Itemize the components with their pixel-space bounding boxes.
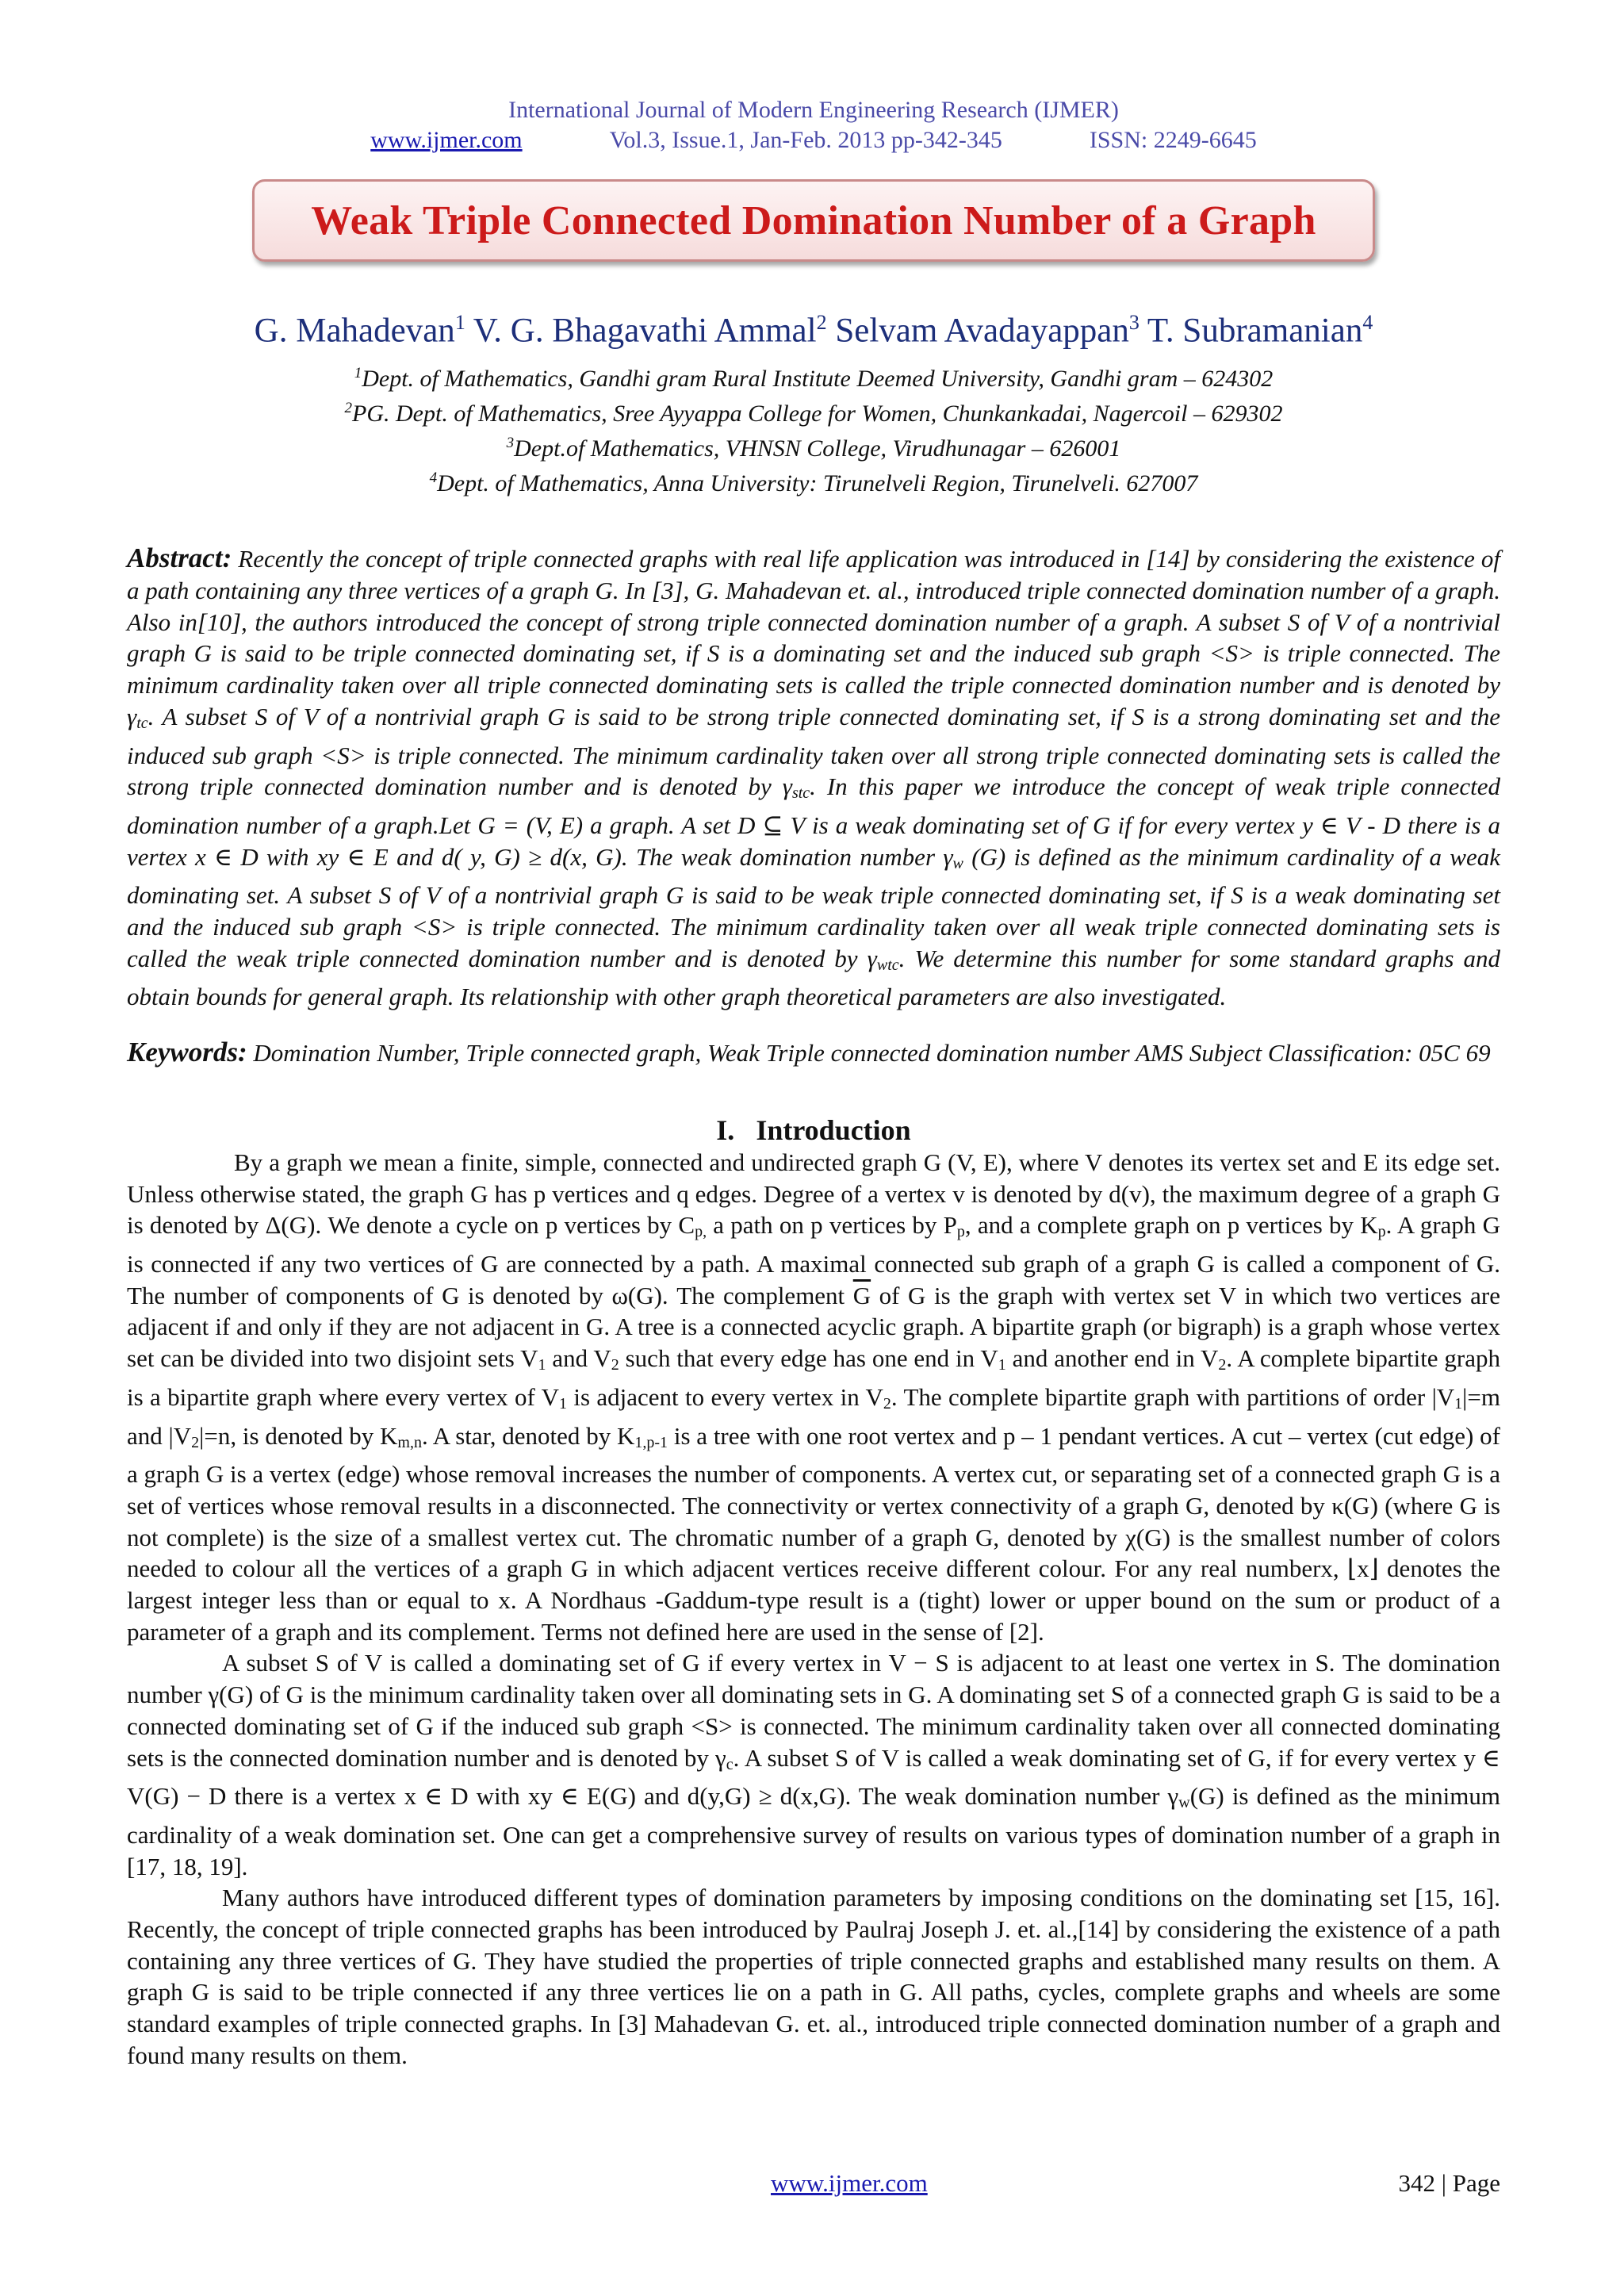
text-run: and another end in V [1005,1344,1219,1373]
keywords-label: Keywords: [127,1037,247,1068]
subscript: w [1178,1794,1190,1812]
affiliation [127,393,1500,428]
author-name: G. Mahadevan [254,312,455,350]
text-run: . A complete bipartite graph is a bipartite graph where every vertex of V [127,1344,1500,1411]
journal-url-link[interactable]: www.ijmer.com [370,127,523,153]
subscript: 2 [1218,1356,1227,1374]
text-run: a path on p vertices by P [707,1211,957,1240]
text-run: , and a complete graph on p vertices by K [964,1211,1378,1240]
text-run: . A subset S of V is called a weak dominating set of G, if for every vertex y ∈ V(G) − D there is a vertex x ∈ D with xy ∈ E(G) and d(y,G) ≥ d(x,G). The weak domination number γ [127,1743,1500,1811]
journal-volume: Vol.3, Issue.1, Jan-Feb. 2013 pp-342-345 [609,127,1002,153]
text-run: . The complete bipartite graph with partitions of order |V [891,1382,1455,1411]
affiliation-text: Dept.of Mathematics, VHNSN College, Virudhunagar – 626001 [514,435,1121,462]
text-run: is adjacent to every vertex in V [566,1382,883,1411]
subscript: p, [695,1223,707,1241]
paper-title: Weak Triple Connected Domination Number of a Graph [311,197,1316,243]
subscript: wtc [876,956,899,974]
abstract-text: Recently the concept of triple connected graphs with real life application was introduced in [14] by considering the existence of a path containing any three vertices of a graph G. In [3], G. Mahadevan et. al., introduced triple connected domination number of a graph. Also in[10], the authors introduced the concept of strong triple connected domination number of a graph. A subset S of V of a nontrivial graph G is said to be triple connected dominating set, if S is a dominating set and the induced sub graph <S> is triple connected. The minimum cardinality taken over all triple connected dominating sets is called the triple connected domination number and is denoted by γ [127,545,1500,730]
title-box [252,179,1375,262]
page-number: 342 | Page [1398,2169,1500,2197]
text-run: |=n, is denoted by K [199,1421,398,1450]
keywords-text: Domination Number, Triple connected graph, Weak Triple connected domination number AMS Subject Classification: 05C 69 [247,1039,1491,1068]
text-run: |=m and |V [127,1382,1500,1450]
text-run: . A star, denoted by K [421,1421,635,1450]
journal-meta [127,125,1500,155]
abstract-text: . We determine this number for some standard graphs and obtain bounds for general graph. Its relationship with other graph theoretical parameters are also investigated. [127,944,1501,1011]
author-sup: 3 [1128,311,1139,334]
complement-symbol: $\overline{G}$ [852,1281,871,1309]
affiliation [127,428,1500,463]
author-sup: 1 [454,311,465,334]
abstract-text: . A subset S of V of a nontrivial graph G is said to be strong triple connected dominating set, if S is a strong dominating set and the induced sub graph <S> is triple connected. The minimum cardinality taken over all strong triple connected dominating sets is called the strong triple connected domination number and is denoted by γ [127,702,1500,801]
author-name: Selvam Avadayappan [835,312,1129,350]
text-run: of G is the graph with vertex set V in which two vertices are adjacent if and only if they are not adjacent in G. A tree is a connected acyclic graph. A bipartite graph (or bigraph) is a graph whose vertex set can be divided into two disjoint sets V [127,1281,1501,1373]
subscript: p [956,1223,965,1241]
footer-url-link[interactable]: www.ijmer.com [771,2169,928,2197]
text-run: By a graph we mean a finite, simple, connected and undirected graph G (V, E), where V denotes its vertex set and E its edge set. Unless otherwise stated, the graph G has p vertices and q edges. Degree of a vertex v is denoted by d(v), the maximum degree of a graph G is denoted by Δ(G). We denote a cycle on p vertices by C [127,1148,1500,1240]
text-run: is a tree with one root vertex and p – 1 pendant vertices. A cut – vertex (cut edge) of a graph G is a vertex (edge) whose removal increases the number of components. A vertex cut, or separating set of a connected graph G is a set of vertices whose removal results in a disconnected. The connectivity or vertex connectivity of a graph G, denoted by κ(G) (where G is not complete) is the size of a smallest vertex cut. The chromatic number of a graph G, denoted by χ(G) is the smallest number of colors needed to colour all the vertices of a graph G in which adjacent vertices receive different colour. For any real numberx, ⌊x⌋ denotes the largest integer less than or equal to x. A Nordhaus -Gaddum-type result is a (tight) lower or upper bound on the sum or product of a parameter of a graph and its complement. Terms not defined here are used in the sense of [2]. [127,1421,1500,1646]
subscript: p [1377,1223,1386,1241]
journal-name: International Journal of Modern Engineering Research (IJMER) [508,97,1119,123]
subscript: tc [136,714,148,732]
affiliation-sup: 1 [354,365,362,382]
abstract [127,542,1500,1013]
text-run: A subset S of V is called a dominating set of G if every vertex in V − S is adjacent to at least one vertex in S. The domination number γ(G) of G is the minimum cardinality taken over all dominating sets in G. A dominating set S of a connected graph G is said to be a connected dominating set of G if the induced sub graph <S> is connected. The minimum cardinality taken over all connected dominating sets is the connected domination number and is denoted by γ [127,1649,1500,1772]
affiliation-text: Dept. of Mathematics, Gandhi gram Rural Institute Deemed University, Gandhi gram – 624302 [362,366,1274,393]
subscript: 1 [558,1394,567,1412]
subscript: 1 [538,1356,546,1374]
affiliation-text: Dept. of Mathematics, Anna University: Tirunelveli Region, Tirunelveli. 627007 [437,470,1198,497]
author-sup: 2 [816,311,827,334]
section-number: I. [716,1114,735,1146]
section-heading [127,1114,1500,1147]
subscript: m,n [397,1433,422,1451]
subscript: 1 [998,1356,1006,1374]
intro-paragraph [127,1647,1500,1882]
author-list [127,301,1500,352]
abstract-label: Abstract: [127,542,232,574]
affiliation-list [127,358,1500,498]
affiliation-sup: 2 [344,400,353,417]
author-sup: 4 [1362,311,1373,334]
text-run: such that every edge has one end in V [619,1344,998,1373]
author-name: V. G. Bhagavathi Ammal [473,312,817,350]
subscript: stc [791,784,810,803]
subscript: 1,p-1 [634,1433,668,1451]
intro-paragraph [127,1147,1500,1648]
affiliation [127,463,1500,498]
abstract-text: . In this paper we introduce the concept of weak triple connected domination number of a graph.Let G = (V, E) a graph. A set D ⊆ V is a weak dominating set of G if for every vertex y ∈ V - D there is a vertex x ∈ D with xy ∈ E and d( y, G) ≥ d(x, G). The weak domination number γ [127,772,1501,871]
affiliation-text: PG. Dept. of Mathematics, Sree Ayyappa College for Women, Chunkankadai, Nagercoil – 629302 [352,401,1283,427]
affiliation [127,358,1500,393]
subscript: w [952,854,963,872]
section-title: Introduction [756,1114,911,1146]
author-name: T. Subramanian [1147,312,1363,350]
intro-paragraph: Many authors have introduced different types of domination parameters by imposing conditions on the dominating set [15, 16]. Recently, the concept of triple connected graphs has been introduced by Paulraj Joseph J. et. al.,[14] by considering the existence of a path containing any three vertices of G. They have studied the properties of triple connected graphs and established many results on them. A graph G is said to be triple connected if any three vertices lie on a path in G. All paths, cycles, complete graphs and wheels are some standard examples of triple connected graphs. In [3] Mahadevan G. et. al., introduced triple connected domination number of a graph and found many results on them. [127,1884,1500,2069]
keywords [127,1037,1500,1069]
journal-issn: ISSN: 2249-6645 [1089,127,1257,153]
affiliation-sup: 4 [429,470,438,487]
text-run: (G) is defined as the minimum cardinality of a weak domination set. One can get a comprehensive survey of results on various types of domination number of a graph in [17, 18, 19]. [127,1782,1500,1880]
subscript: 2 [191,1433,200,1451]
paper-page [127,0,1501,2197]
subscript: c [726,1755,733,1773]
affiliation-sup: 3 [506,435,515,452]
intro-body [127,1147,1500,2072]
text-run: and V [546,1344,611,1373]
abstract-text: (G) is defined as the minimum cardinality of a weak dominating set. A subset S of V of a nontrivial graph G is said to be weak triple connected dominating set, if S is a weak dominating set and the induced sub graph <S> is triple connected. The minimum cardinality taken over all weak triple connected dominating sets is called the weak triple connected domination number and is denoted by γ [127,842,1500,972]
subscript: 1 [1454,1394,1463,1412]
text-run: . A graph G is connected if any two vertices of G are connected by a path. A maximal connected sub graph of a graph G is called a component of G. The number of components of G is denoted by ω(G). The complement [127,1211,1501,1309]
subscript: 2 [611,1356,619,1374]
subscript: 2 [883,1394,891,1412]
